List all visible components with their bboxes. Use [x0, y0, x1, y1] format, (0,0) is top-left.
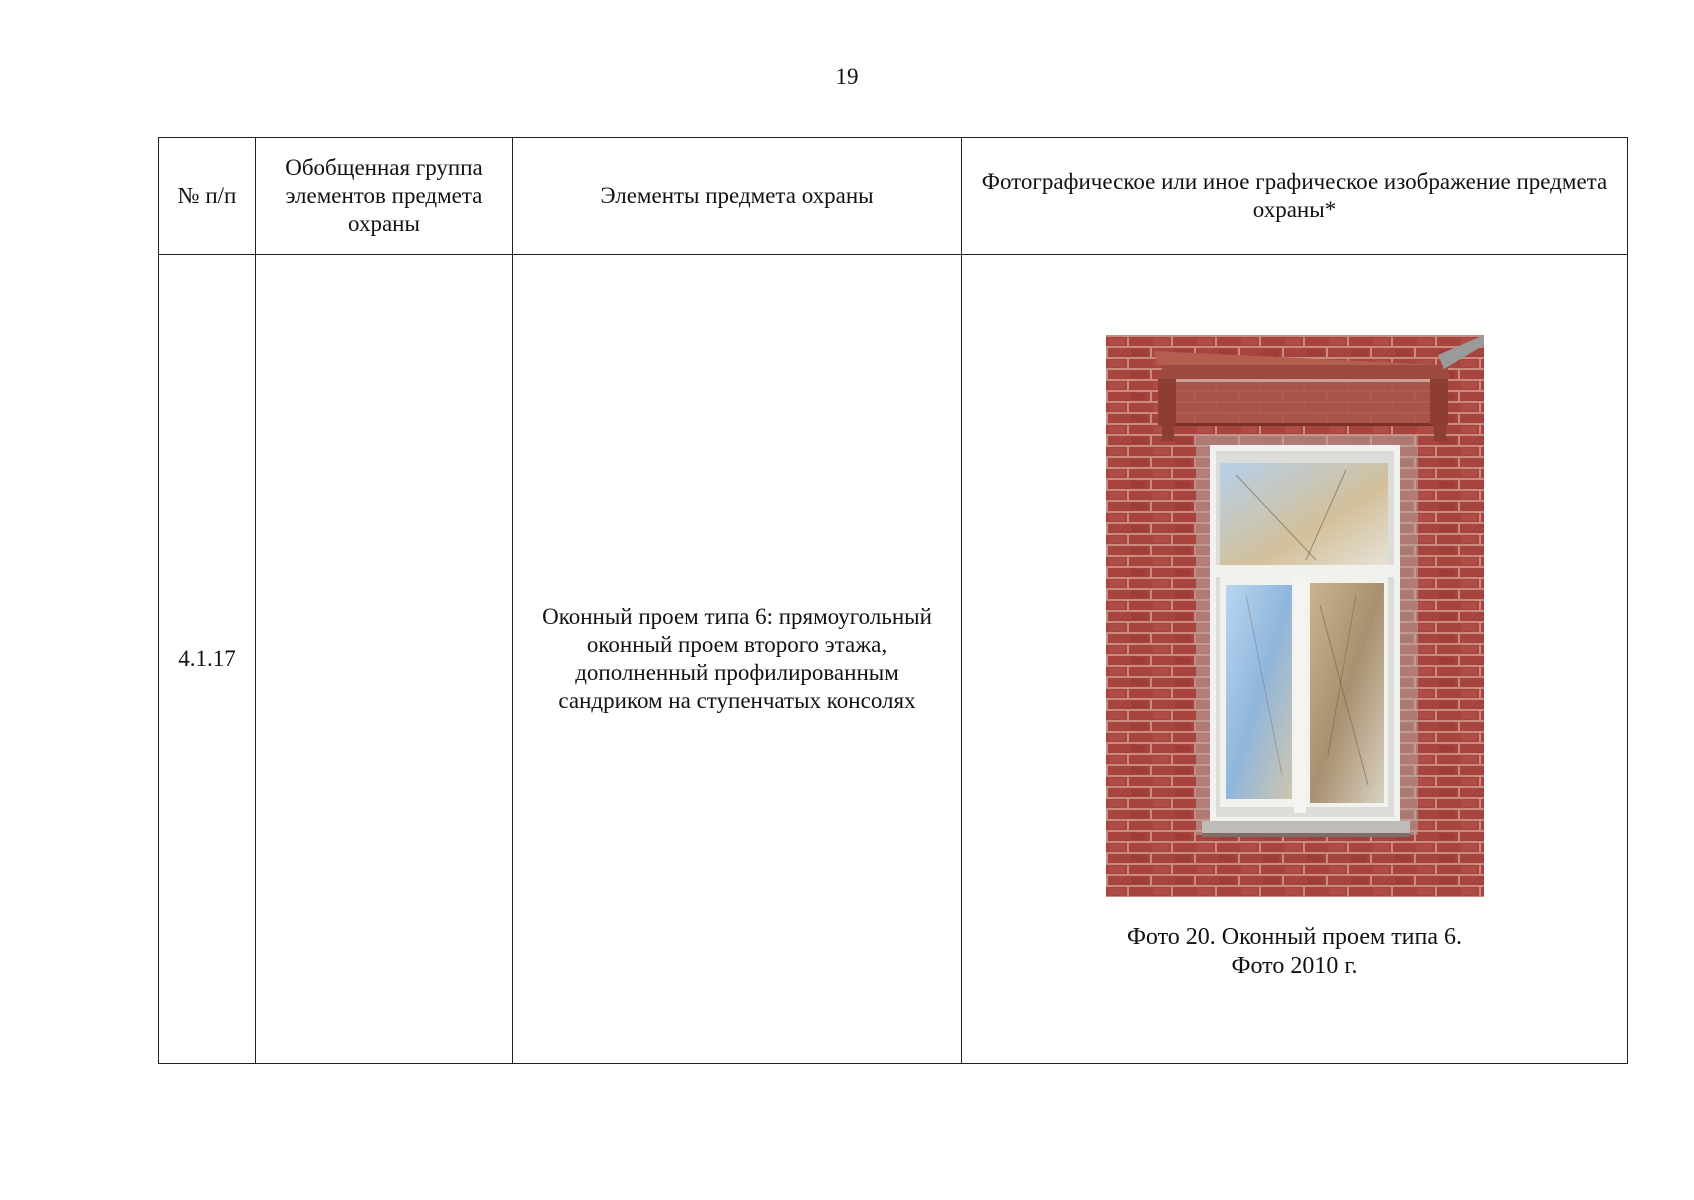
- header-group: Обобщенная группа элементов предмета охраны: [256, 138, 513, 255]
- cell-num: 4.1.17: [159, 255, 256, 1064]
- protection-table: [158, 137, 1628, 1064]
- photo-caption-line1: Фото 20. Оконный проем типа 6.: [1126, 924, 1463, 950]
- cell-group: [256, 255, 513, 1064]
- table-header-row: [159, 138, 1628, 255]
- window-photo: [1106, 335, 1484, 897]
- table-row: [159, 255, 1628, 1064]
- page-number: 19: [835, 64, 859, 89]
- header-num: № п/п: [159, 138, 256, 255]
- header-photo: Фотографическое или иное графическое изображение предмета охраны*: [962, 138, 1628, 255]
- cell-elements: Оконный проем типа 6: прямоугольный оконный проем второго этажа, дополненный профилированным сандриком на ступенчатых консолях: [513, 255, 962, 1064]
- header-elements: Элементы предмета охраны: [513, 138, 962, 255]
- photo-caption-line2: Фото 2010 г.: [1231, 953, 1358, 979]
- photo-caption: [972, 923, 1617, 981]
- cell-photo: [962, 255, 1628, 1064]
